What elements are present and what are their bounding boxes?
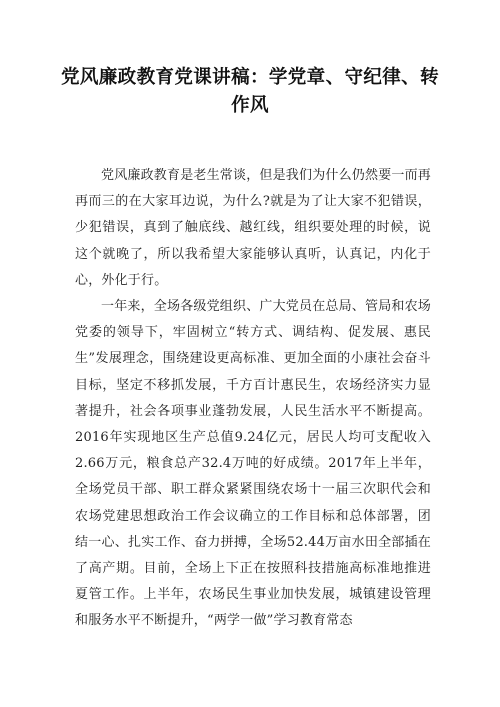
paragraph-intro: 党风廉政教育是老生常谈，但是我们为什么仍然要一而再再而三的在大家耳边说，为什么?就是为了让大家不犯错误，少犯错误，真到了触底线、越红线，组织要处理的时候，说这个就晚了，所以我希望大家能够认真听，认真记，内化于心，外化于行。 [75, 168, 432, 288]
document-title: 党风廉政教育党课讲稿：学党章、守纪律、转作风 [60, 67, 439, 116]
document-body [75, 163, 431, 635]
paragraph-annual-review: 一年来，全场各级党组织、广大党员在总局、管局和农场党委的领导下，牢固树立“转方式、调结构、促发展、惠民生”发展理念，围绕建设更高标准、更加全面的小康社会奋斗目标，坚定不移抓发展，千方百计惠民生，农场经济实力显著提升，社会各项事业蓬勃发展，人民生活水平不断提高。2016年实现地区生产总值9.24亿元，居民人均可支配收入2.66万元，粮食总产32.4万吨的好成绩。2017年上半年，全场党员干部、职工群众紧紧围绕农场十一届三次职代会和农场党建思想政治工作会议确立的工作目标和总体部署，团结一心、扎实工作、奋力拼搏，全场52.44万亩水田全部插在了高产期。目前，全场上下正在按照科技措施高标准地推进夏管工作。上半年，农场民生事业加快发展，城镇建设管理和服务水平不断提升，“两学一做”学习教育常态 [75, 299, 432, 629]
